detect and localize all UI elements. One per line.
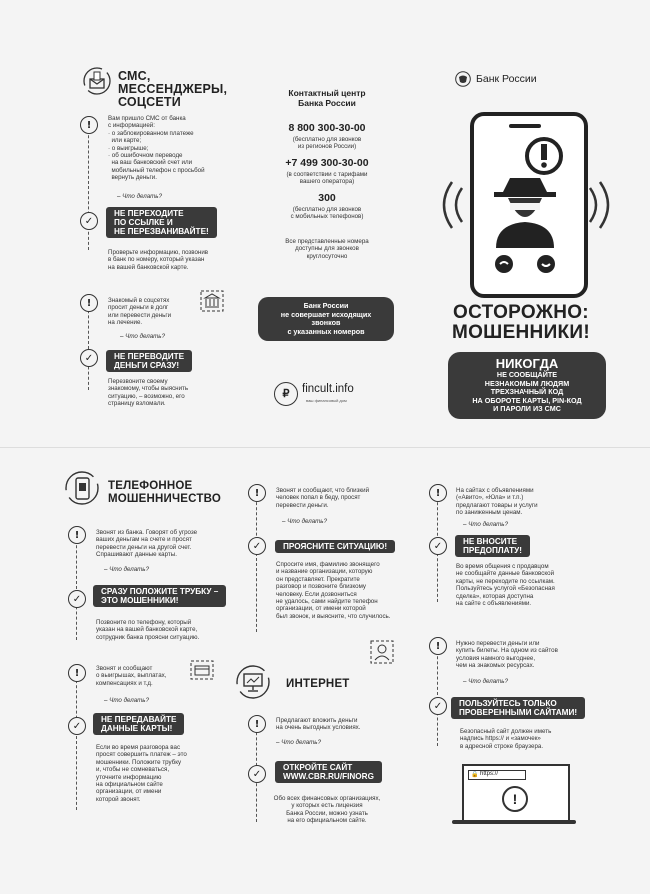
warning-banner: ПРОЯСНИТЕ СИТУАЦИЮ!: [275, 540, 395, 553]
advice-icon: ✓: [248, 537, 266, 555]
timeline-line: [88, 300, 89, 390]
section-title-internet: ИНТЕРНЕТ: [286, 678, 350, 690]
warning-icon: !: [429, 637, 447, 655]
advice-text: Спросите имя, фамилию звонящего и название организации, которую он представляет. Прекратите разговор и позвоните близкому человеку. Если дозвониться не удалось, сами найдите телефон организации, от имени которой был звонок, и выясните, что случилось.: [276, 561, 391, 620]
question-label: – Что делать?: [120, 333, 166, 340]
warning-banner: СРАЗУ ПОЛОЖИТЕ ТРУБКУ – ЭТО МОШЕННИКИ!: [93, 585, 226, 607]
question-label: – Что делать?: [276, 739, 322, 746]
prize-intro-text: Звонят и сообщают о выигрышах, выплатах, компенсациях и т.д.: [96, 665, 167, 687]
advice-text: Безопасный сайт должен иметь надпись https:// и «замочек» в адресной строке браузера.: [460, 728, 552, 750]
question-label: – Что делать?: [117, 193, 163, 200]
hero-title: ОСТОРОЖНО: МОШЕННИКИ!: [451, 302, 591, 343]
never-heading: НИКОГДА: [495, 356, 559, 371]
timeline-line: [88, 120, 89, 250]
question-label: – Что делать?: [104, 697, 150, 704]
phone-number-3[interactable]: 300: [318, 192, 336, 204]
card-gift-icon: [190, 660, 214, 680]
section-title-telephone: ТЕЛЕФОННОЕ МОШЕННИЧЕСТВО: [108, 480, 221, 505]
warning-icon: !: [68, 664, 86, 682]
advice-text: Позвоните по телефону, который указан на вашей банковской карте, сотрудник банка проясни ситуацию.: [96, 619, 200, 641]
warning-icon: !: [80, 116, 98, 134]
envelope-icon: [82, 66, 112, 96]
warning-banner: НЕ ПЕРЕДАВАЙТЕ ДАННЫЕ КАРТЫ!: [93, 713, 184, 735]
advice-text: Обо всех финансовых организациях, у которых есть лицензия Банка России, можно узнать на его официальном сайте.: [273, 795, 381, 825]
phone-note-2: (в соответствии с тарифами вашего оператора): [286, 171, 368, 186]
fold-line: [0, 447, 650, 448]
relative-intro-text: Звонят и сообщают, что близкий человек попал в беду, просят перевести деньги.: [276, 487, 370, 509]
warning-icon: !: [248, 484, 266, 502]
advice-icon: ✓: [68, 717, 86, 735]
no-outgoing-calls-banner: Банк России не совершает исходящих звонков с указанных номеров: [258, 297, 394, 341]
advice-text: Проверьте информацию, позвонив в банк по номеру, который указан на вашей банковской карте.: [108, 249, 209, 271]
never-share-banner: [448, 352, 606, 419]
lock-icon: 🔒: [471, 772, 479, 778]
ads-intro-text: На сайтах с объявлениями («Авито», «Юла» и т.п.) предлагают товары и услуги по заниженным ценам.: [456, 487, 538, 517]
question-label: – Что делать?: [463, 521, 509, 528]
warning-banner: НЕ ПЕРЕХОДИТЕ ПО ССЫЛКЕ И НЕ ПЕРЕЗВАНИВАЙТЕ!: [106, 207, 217, 238]
bank-building-icon: [200, 290, 224, 312]
advice-icon: ✓: [429, 537, 447, 555]
warning-icon: !: [68, 526, 86, 544]
advice-text: Перезвоните своему знакомому, чтобы выяснить ситуацию, – возможно, его страницу взломали.: [108, 378, 189, 408]
advice-icon: ✓: [80, 212, 98, 230]
tickets-intro-text: Нужно перевести деньги или купить билеты. На одном из сайтов условия намного выгоднее, чем на знакомых ресурсах.: [456, 640, 558, 670]
ruble-coin-icon: ₽: [274, 382, 298, 406]
phone-note-1: (бесплатно для звонков из регионов России): [292, 136, 362, 151]
invest-intro-text: Предлагают вложить деньги на очень выгодных условиях.: [276, 717, 361, 732]
brand-name: Банк России: [476, 73, 537, 85]
social-intro-text: Знакомый в соцсетях просит деньги в долг или перевести деньги на лечение.: [108, 297, 172, 327]
advice-icon: ✓: [68, 590, 86, 608]
phone-call-icon: [64, 470, 100, 506]
phone-number-2[interactable]: +7 499 300-30-00: [285, 157, 369, 169]
phone-number-1[interactable]: 8 800 300-30-00: [288, 122, 366, 134]
browser-window-illustration: [462, 764, 570, 824]
never-share-text: НЕ СООБЩАЙТЕ НЕЗНАКОМЫМ ЛЮДЯМ ТРЕХЗНАЧНЫЙ КОД НА ОБОРОТЕ КАРТЫ, PIN-КОД И ПАРОЛИ ИЗ СМС: [472, 370, 582, 414]
computer-monitor-icon: [235, 664, 271, 700]
cbr-site-banner[interactable]: ОТКРОЙТЕ САЙТ WWW.CBR.RU/FINORG: [275, 761, 382, 783]
fincult-tagline: ваш финансовый дом: [306, 398, 347, 403]
timeline-line: [256, 492, 257, 632]
warning-icon: !: [248, 715, 266, 733]
question-label: – Что делать?: [282, 518, 328, 525]
timeline-line: [76, 670, 77, 810]
smartphone-icon: [470, 112, 588, 298]
question-label: – Что делать?: [104, 566, 150, 573]
warning-icon: !: [429, 484, 447, 502]
fincult-site-link[interactable]: fincult.info: [302, 383, 354, 395]
question-label: – Что делать?: [463, 678, 509, 685]
availability-note: Все представленные номера доступны для звонков круглосуточно: [285, 238, 369, 260]
sms-intro-text: Вам пришло СМС от банка с информацией: · о заблокированном платеже или карте; · о выигрыше; · об ошибочном переводе на ваш банковский счет или мобильный телефон с просьбой вернуть деньги.: [108, 115, 205, 182]
sound-waves-left-icon: [440, 180, 470, 230]
advice-icon: ✓: [248, 765, 266, 783]
advice-text: Во время общения с продавцом не сообщайте данные банковской карты, не переходите по ссылкам. Пользуйтесь услугой «Безопасная сделка», которая доступна на сайте с объявлениями.: [456, 563, 555, 608]
contact-title: Контактный центр Банка России: [288, 88, 366, 108]
warning-icon: !: [80, 294, 98, 312]
person-icon: [370, 640, 394, 664]
timeline-line: [76, 530, 77, 640]
tel-intro-text: Звонят из банка. Говорят об угрозе ваших деньгам на счете и просят перевести деньги на другой счет. Спрашивают данные карты.: [96, 529, 198, 559]
bank-of-russia-emblem-icon: [455, 71, 471, 87]
timeline-line: [437, 646, 438, 746]
scammer-illustration: [474, 116, 576, 286]
warning-banner: НЕ ПЕРЕВОДИТЕ ДЕНЬГИ СРАЗУ!: [106, 350, 192, 372]
warning-banner: ПОЛЬЗУЙТЕСЬ ТОЛЬКО ПРОВЕРЕННЫМИ САЙТАМИ!: [451, 697, 585, 719]
warning-banner: НЕ ВНОСИТЕ ПРЕДОПЛАТУ!: [455, 535, 530, 557]
advice-text: Если во время разговора вас просят совершить платеж – это мошенники. Положите трубку и, чтобы не сомневаться, уточните информацию на официальном сайте организации, от имени которой звонят.: [96, 744, 187, 803]
section-title-sms: СМС, МЕССЕНДЖЕРЫ, СОЦСЕТИ: [118, 69, 228, 109]
advice-icon: ✓: [429, 697, 447, 715]
url-text: https://: [480, 771, 499, 777]
phone-note-3: (бесплатно для звонков с мобильных телефонов): [290, 206, 364, 221]
address-bar: [468, 770, 526, 780]
alert-icon: !: [502, 786, 528, 812]
browser-stand: [452, 820, 576, 824]
advice-icon: ✓: [80, 349, 98, 367]
